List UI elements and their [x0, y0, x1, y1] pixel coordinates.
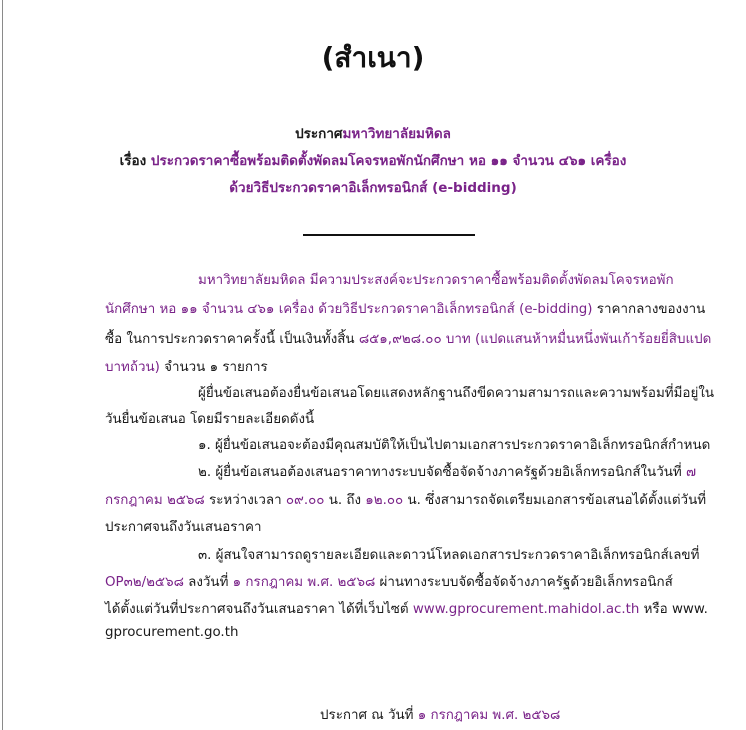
mahidol-procurement-link[interactable]: www.gprocurement.mahidol.ac.th — [412, 602, 640, 617]
item3-line3-end: หรือ www. — [639, 602, 708, 617]
item-2-line1 — [198, 461, 696, 482]
item2-time-label: ระหว่างเวลา — [204, 493, 286, 508]
subject-text-1: ประกวดราคาซื้อพร้อมติดตั้งพัดลมโคจรหอพักนักศึกษา หอ ๑๑ จำนวน ๔๖๑ เครื่อง — [150, 153, 627, 169]
item3-line3-start: ได้ตั้งแต่วันที่ประกาศจนถึงวันเสนอราคา ได้ที่เว็บไซต์ — [105, 602, 413, 617]
page-left-border — [2, 0, 3, 730]
p1-line1: มหาวิทยาลัยมหิดล มีความประสงค์จะประกวดราคาซื้อพร้อมติดตั้งพัดลมโคจรหอพัก — [198, 273, 674, 288]
org-name: มหาวิทยาลัยมหิดล — [342, 126, 451, 142]
item2-time-end: ๑๒.๐๐ — [365, 493, 404, 508]
item2-time-start: ๐๙.๐๐ — [285, 493, 325, 508]
p1-line3 — [105, 328, 711, 349]
copy-label: (สำเนา) — [321, 41, 425, 74]
item3-date-label: ลงวันที่ — [183, 575, 233, 590]
header-divider — [303, 234, 475, 236]
p1-line2-purple: นักศึกษา หอ ๑๑ จำนวน ๔๖๑ เครื่อง ด้วยวิธีประกวดราคาอิเล็กทรอนิกส์ (e-bidding) — [105, 302, 593, 317]
item-3-line4: gprocurement.go.th — [105, 625, 239, 640]
item-2-line3: ประกาศจนถึงวันเสนอราคา — [105, 520, 262, 535]
item2-day: ๗ — [685, 465, 697, 480]
announcement-org-line — [0, 122, 746, 144]
item-1: ๑. ผู้ยื่นข้อเสนอจะต้องมีคุณสมบัติให้เป็นไปตามเอกสารประกวดราคาอิเล็กทรอนิกส์กำหนด — [198, 438, 711, 453]
announce-label: ประกาศ ณ วันที่ — [320, 708, 418, 723]
item-3-line2 — [105, 571, 673, 592]
subject-line-1 — [0, 149, 746, 171]
p1-line3-start: ซื้อ ในการประกวดราคาครั้งนี้ เป็นเงินทั้งสิ้น — [105, 332, 359, 347]
item3-date: ๑ กรกฎาคม พ.ศ. ๒๕๖๘ — [232, 575, 376, 590]
p1-line2-rest: ราคากลางของงาน — [592, 302, 706, 317]
announce-date-line — [320, 704, 560, 725]
item-3-line1: ๓. ผู้สนใจสามารถดูรายละเอียดและดาวน์โหลดเอกสารประกวดราคาอิเล็กทรอนิกส์เลขที่ — [198, 548, 700, 563]
item2-line2-end: น. ซึ่งสามารถจัดเตรียมเอกสารข้อเสนอได้ตั้งแต่วันที่ — [403, 493, 707, 508]
org-prefix: ประกาศ — [295, 126, 343, 142]
subject-prefix: เรื่อง — [119, 153, 147, 169]
p2-line2: วันยื่นข้อเสนอ โดยมีรายละเอียดดังนี้ — [105, 412, 315, 427]
item-3-line3 — [105, 598, 708, 619]
p1-line4 — [105, 356, 268, 377]
item2-month-year: กรกฎาคม ๒๕๖๘ — [105, 493, 205, 508]
p1-line2 — [105, 298, 705, 319]
p1-amount: ๘๕๑,๙๒๘.๐๐ บาท (แปดแสนห้าหมื่นหนึ่งพันเก้าร้อยยี่สิบแปด — [358, 332, 712, 347]
p1-line4-purple: บาทถ้วน) — [105, 360, 160, 375]
item2-time-to: น. ถึง — [324, 493, 366, 508]
item3-line2-end: ผ่านทางระบบจัดซื้อจัดจ้างภาครัฐด้วยอิเล็กทรอนิกส์ — [375, 575, 673, 590]
p1-line4-rest: จำนวน ๑ รายการ — [159, 360, 268, 375]
item-2-line2 — [105, 489, 706, 510]
item3-doc-number: OP๓๒/๒๕๖๘ — [105, 575, 184, 590]
announce-date: ๑ กรกฎาคม พ.ศ. ๒๕๖๘ — [417, 708, 561, 723]
subject-line-2: ด้วยวิธีประกวดราคาอิเล็กทรอนิกส์ (e-bidding) — [229, 180, 517, 196]
p2-line1: ผู้ยื่นข้อเสนอต้องยื่นข้อเสนอโดยแสดงหลักฐานถึงขีดความสามารถและความพร้อมที่มีอยู่ใน — [198, 386, 715, 401]
item2-line1-start: ๒. ผู้ยื่นข้อเสนอต้องเสนอราคาทางระบบจัดซื้อจัดจ้างภาครัฐด้วยอิเล็กทรอนิกส์ในวันที่ — [198, 465, 686, 480]
